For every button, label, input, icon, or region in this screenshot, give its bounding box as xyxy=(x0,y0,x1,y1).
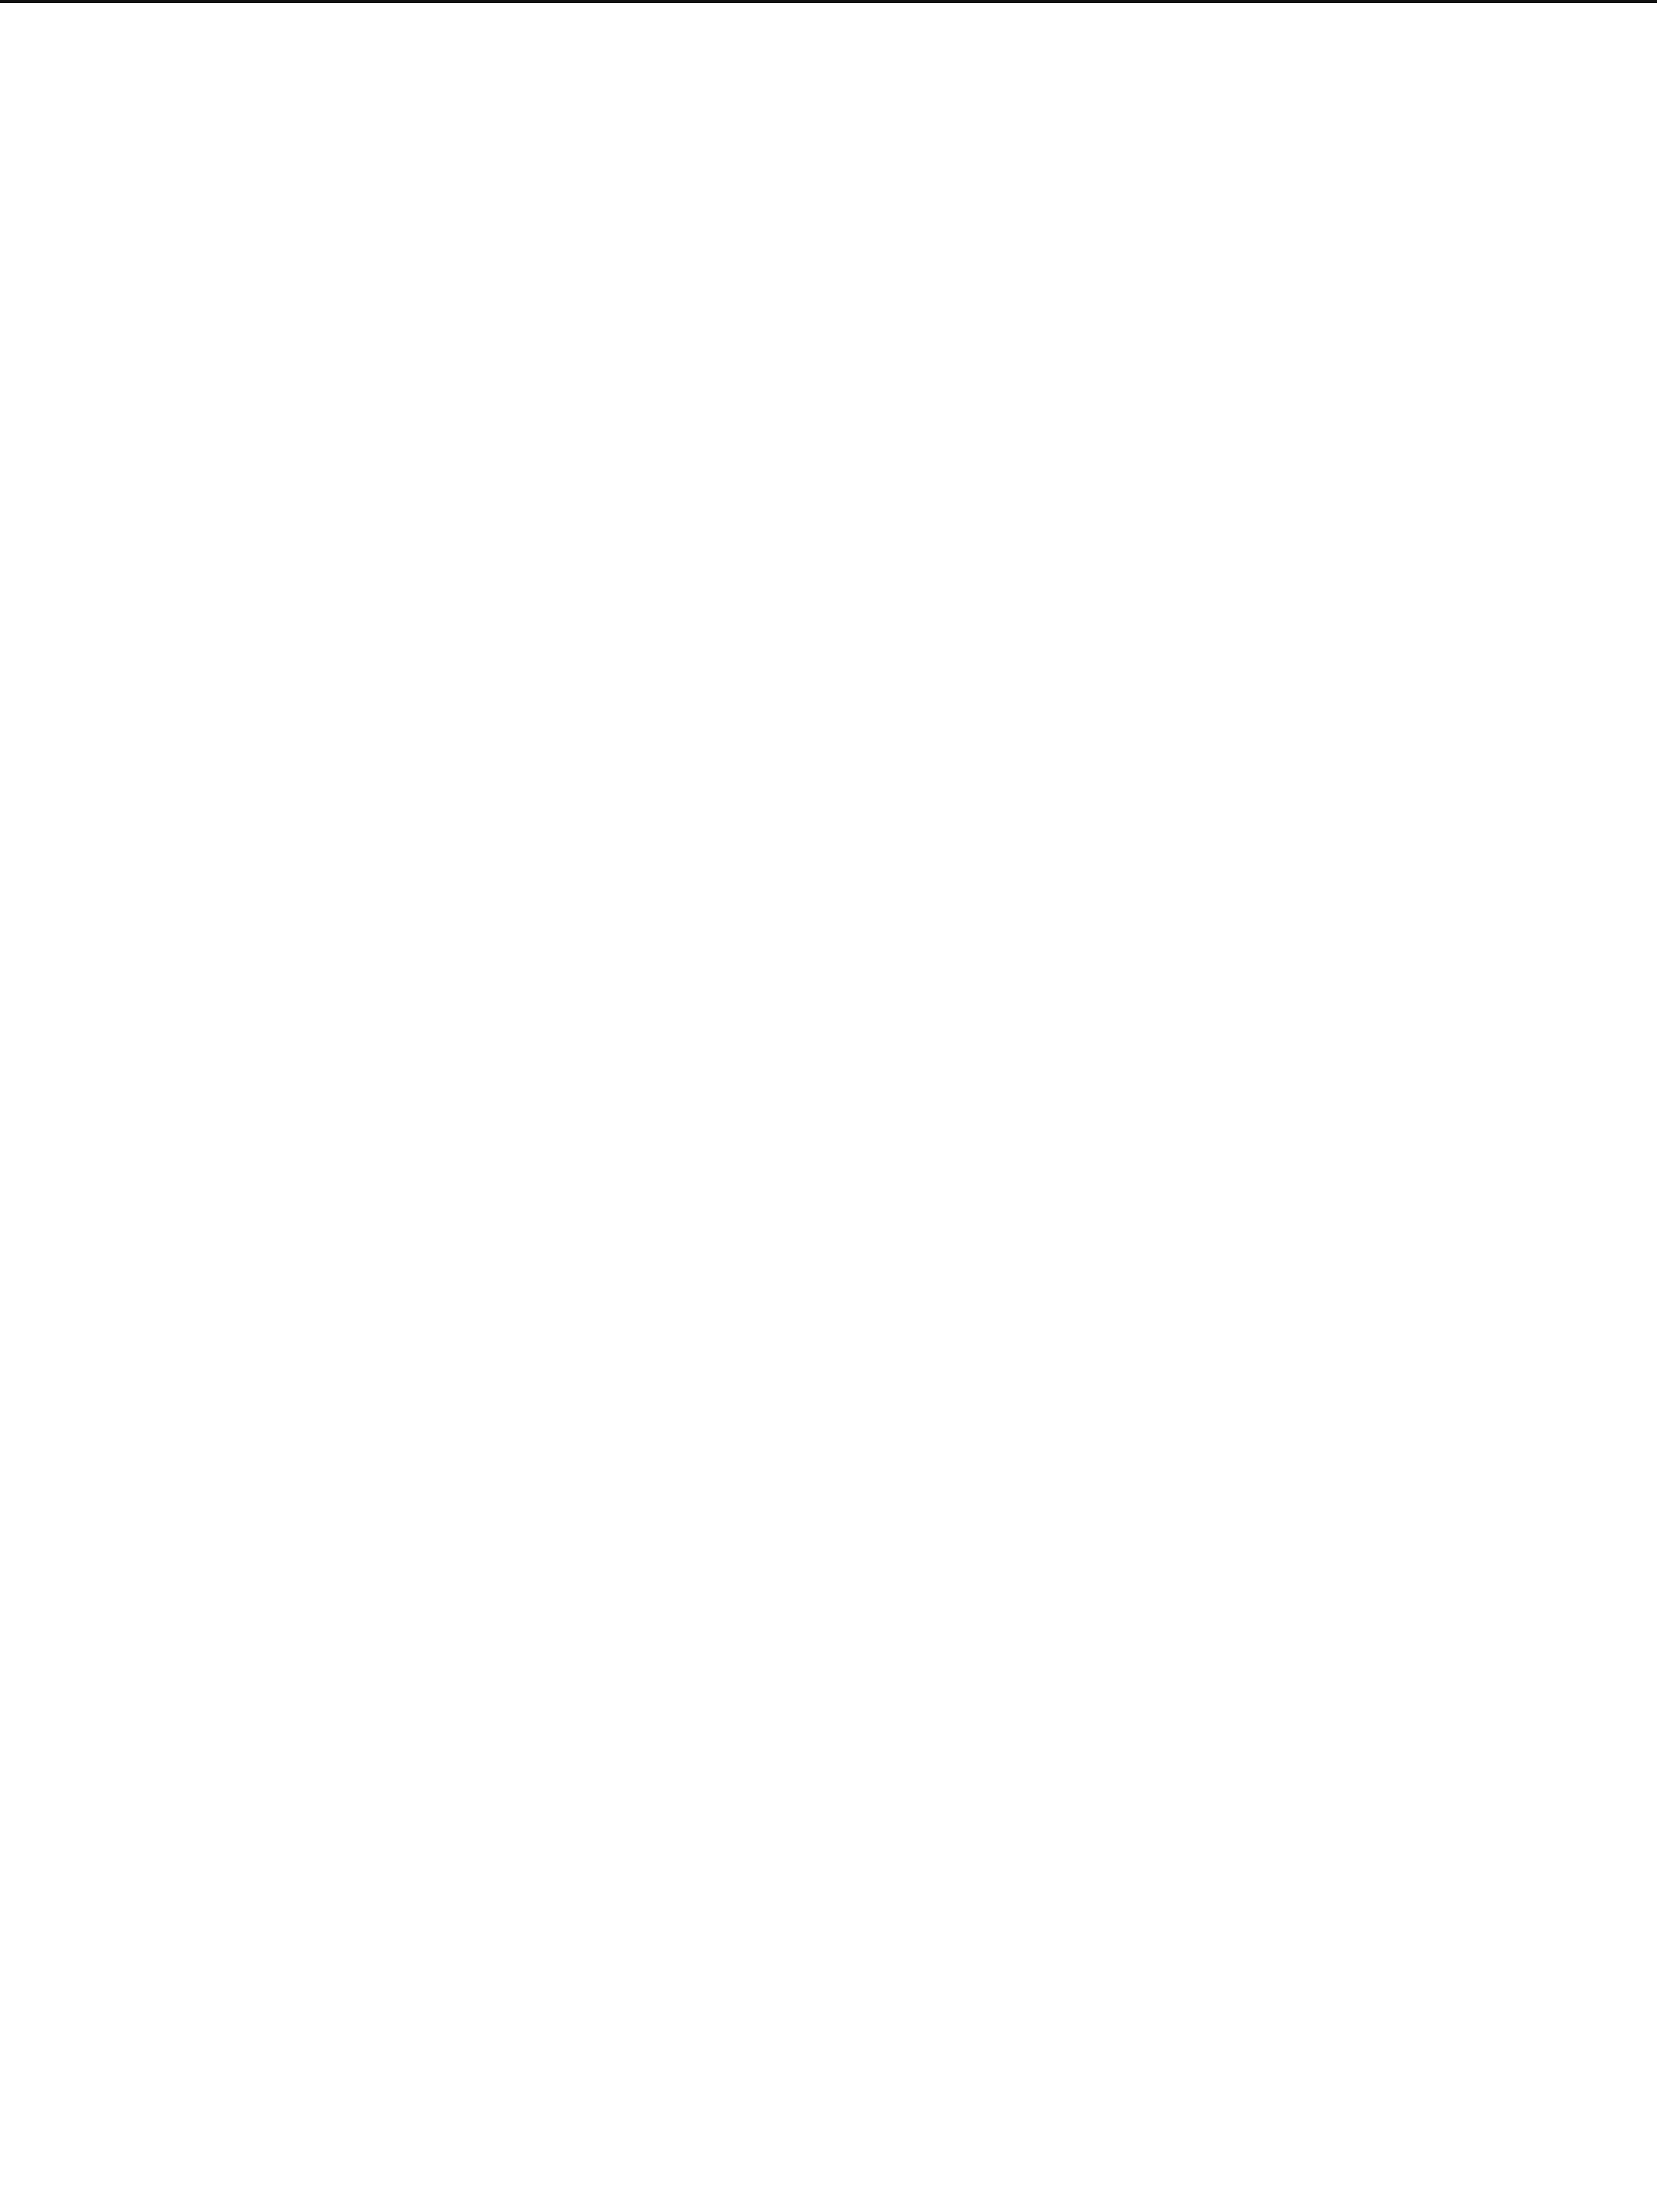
top-rule xyxy=(0,0,1657,3)
